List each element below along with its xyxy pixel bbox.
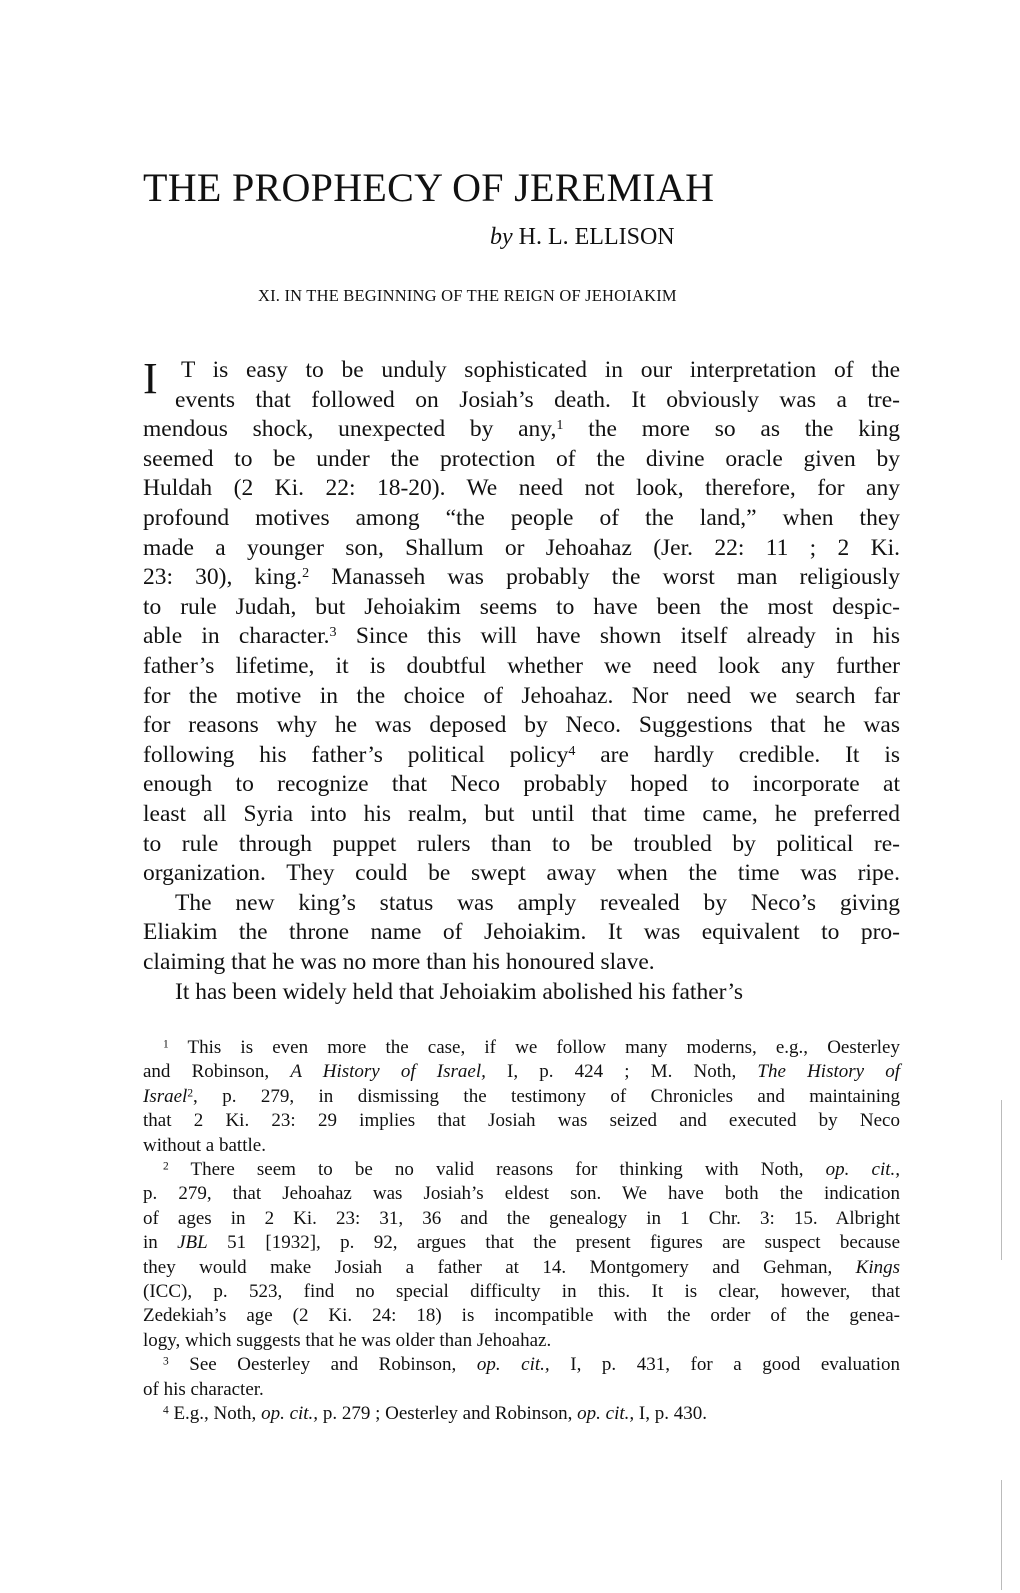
text-run: op. cit., (825, 1159, 901, 1180)
text-run: father’s lifetime, it is doubtful whether we need look any further (143, 653, 900, 679)
text-run: in (143, 1232, 178, 1254)
text-run: E.g., Noth, (168, 1403, 262, 1424)
footnote-line (143, 1134, 900, 1158)
body-line (175, 978, 900, 1007)
text-run: I, p. 430. (634, 1403, 707, 1424)
text-run: claiming that he was no more than his honoured slave. (143, 949, 655, 975)
author-name: H. L. ELLISON (518, 224, 675, 250)
text-run: of ages in 2 Ki. 23: 31, 36 and the genealogy in 1 Chr. 3: 15. Albright (143, 1207, 900, 1229)
footnote-line (143, 1085, 900, 1109)
footnote-marker: 3 (329, 624, 337, 641)
text-run: mendous shock, unexpected by any, (143, 416, 557, 443)
byline (490, 224, 675, 251)
footnote-marker: 2 (163, 1160, 169, 1173)
text-run: Huldah (2 Ki. 22: 18-20). We need not look, therefore, for any (143, 475, 900, 502)
footnote-marker: 2 (187, 1087, 194, 1100)
body-line (143, 800, 900, 829)
footnote-line (143, 1060, 900, 1084)
text-run: op. cit., (476, 1354, 550, 1376)
text-run: I, p. 424 ; M. Noth, (485, 1061, 758, 1083)
footnote-line (143, 1182, 900, 1206)
text-run: 51 [1932], p. 92, argues that the present figures are suspect because (207, 1232, 901, 1254)
text-run: It has been widely held that Jehoiakim abolished his father’s (175, 978, 743, 1005)
text-run: Manasseh was probably the worst man religiously (309, 564, 901, 591)
drop-cap: I (143, 354, 158, 403)
scan-edge-mark (1001, 1480, 1002, 1590)
section-heading: XI. IN THE BEGINNING OF THE REIGN OF JEHOIAKIM (258, 286, 677, 305)
footnote-marker: 4 (568, 742, 576, 759)
footnote-line (163, 1353, 900, 1377)
text-run: profound motives among “the people of the land,” when they (143, 505, 900, 531)
footnote-line (163, 1036, 900, 1060)
text-run: made a younger son, Shallum or Jehoahaz (Jer. 22: 11 ; 2 Ki. (143, 534, 900, 561)
text-run: they would make Josiah a father at 14. Montgomery and Gehman, (143, 1256, 856, 1278)
text-run: (ICC), p. 523, find no special difficulty in this. It is clear, however, that (143, 1281, 900, 1302)
text-run: able in character. (143, 623, 330, 650)
text-run: Eliakim the throne name of Jehoiakim. It was equivalent to pro- (143, 919, 900, 946)
body-line (143, 504, 900, 533)
footnote-line (143, 1256, 900, 1280)
text-run: Zedekiah’s age (2 Ki. 24: 18) is incompatible with the order of the genea- (143, 1305, 900, 1327)
text-run: I, p. 431, for a good evaluation (549, 1354, 900, 1376)
text-run: to rule Judah, but Jehoiakim seems to have been the most despic- (143, 593, 900, 620)
body-line (143, 918, 900, 947)
text-run: logy, which suggests that he was older than Jehoahaz. (143, 1329, 552, 1351)
text-run: and Robinson, (143, 1061, 291, 1083)
article-title: THE PROPHECY OF JEREMIAH (143, 165, 715, 210)
text-run: This is even more the case, if we follow many moderns, e.g., Oesterley (168, 1037, 900, 1058)
body-line (175, 386, 900, 415)
footnote-line (143, 1329, 900, 1353)
text-run: p. 279 ; Oesterley and Robinson, (318, 1403, 578, 1424)
text-run: the more so as the king (563, 416, 900, 443)
text-run: following his father’s political policy (143, 741, 569, 768)
text-run: T is easy to be unduly sophisticated in our interpretation of the (181, 357, 900, 383)
text-run: Since this will have shown itself already in his (336, 623, 900, 650)
footnote-line (143, 1378, 900, 1402)
text-run: Kings (855, 1256, 900, 1278)
body-line (143, 830, 900, 859)
body-line (143, 652, 900, 681)
text-run: The History of (757, 1061, 900, 1083)
body-line (143, 948, 900, 977)
body-line (143, 415, 900, 444)
body-line (181, 356, 900, 385)
text-run: A History of Israel, (290, 1061, 486, 1083)
footnote-marker: 4 (163, 1404, 169, 1417)
text-run: op. cit., (577, 1403, 635, 1424)
text-run: least all Syria into his realm, but until that time came, he preferred (143, 801, 900, 827)
scan-edge-mark (1001, 1100, 1002, 1260)
text-run: that 2 Ki. 23: 29 implies that Josiah was seized and executed by Neco (143, 1110, 900, 1132)
footnote-line (143, 1231, 900, 1255)
footnote-line (143, 1207, 900, 1231)
body-line (143, 741, 900, 770)
body-line (175, 889, 900, 918)
footnote-line (163, 1402, 900, 1426)
text-run: , p. 279, in dismissing the testimony of Chronicles and maintaining (193, 1085, 900, 1107)
text-run: p. 279, that Jehoahaz was Josiah’s eldest son. We have both the indication (143, 1183, 900, 1205)
text-run: for the motive in the choice of Jehoahaz. Nor need we search far (143, 682, 900, 709)
text-run: Israel (143, 1085, 188, 1107)
text-run: See Oesterley and Robinson, (168, 1354, 477, 1376)
body-line (143, 770, 900, 799)
body-line (143, 563, 900, 592)
footnote-line (143, 1304, 900, 1328)
footnote-line (143, 1280, 900, 1304)
text-run: are hardly credible. It is (575, 741, 900, 768)
text-run: enough to recognize that Neco probably hoped to incorporate at (143, 771, 900, 798)
text-run: organization. They could be swept away when the time was ripe. (143, 860, 900, 887)
text-run: JBL (177, 1232, 208, 1254)
footnote-marker: 3 (163, 1355, 169, 1368)
footnote-line (143, 1109, 900, 1133)
text-run: events that followed on Josiah’s death. It obviously was a tre- (175, 386, 900, 413)
text-run: of his character. (143, 1378, 264, 1400)
body-line (143, 711, 900, 740)
body-line (143, 682, 900, 711)
body-line (143, 622, 900, 651)
body-line (143, 859, 900, 888)
text-run: to rule through puppet rulers than to be troubled by political re- (143, 830, 900, 857)
byline-by: by (490, 224, 513, 250)
text-run: without a battle. (143, 1134, 266, 1156)
body-line (143, 445, 900, 474)
footnote-marker: 2 (302, 565, 310, 582)
text-run: 23: 30), king. (143, 564, 303, 591)
body-line (143, 474, 900, 503)
footnote-marker: 1 (163, 1038, 169, 1051)
body-line (143, 534, 900, 563)
text-run: There seem to be no valid reasons for thinking with Noth, (168, 1159, 826, 1180)
text-run: op. cit., (261, 1403, 319, 1424)
body-line (143, 593, 900, 622)
text-run: The new king’s status was amply revealed by Neco’s giving (175, 889, 900, 916)
text-run: seemed to be under the protection of the divine oracle given by (143, 445, 900, 472)
text-run: for reasons why he was deposed by Neco. Suggestions that he was (143, 712, 900, 739)
footnote-line (163, 1158, 900, 1182)
footnote-marker: 1 (556, 417, 564, 434)
